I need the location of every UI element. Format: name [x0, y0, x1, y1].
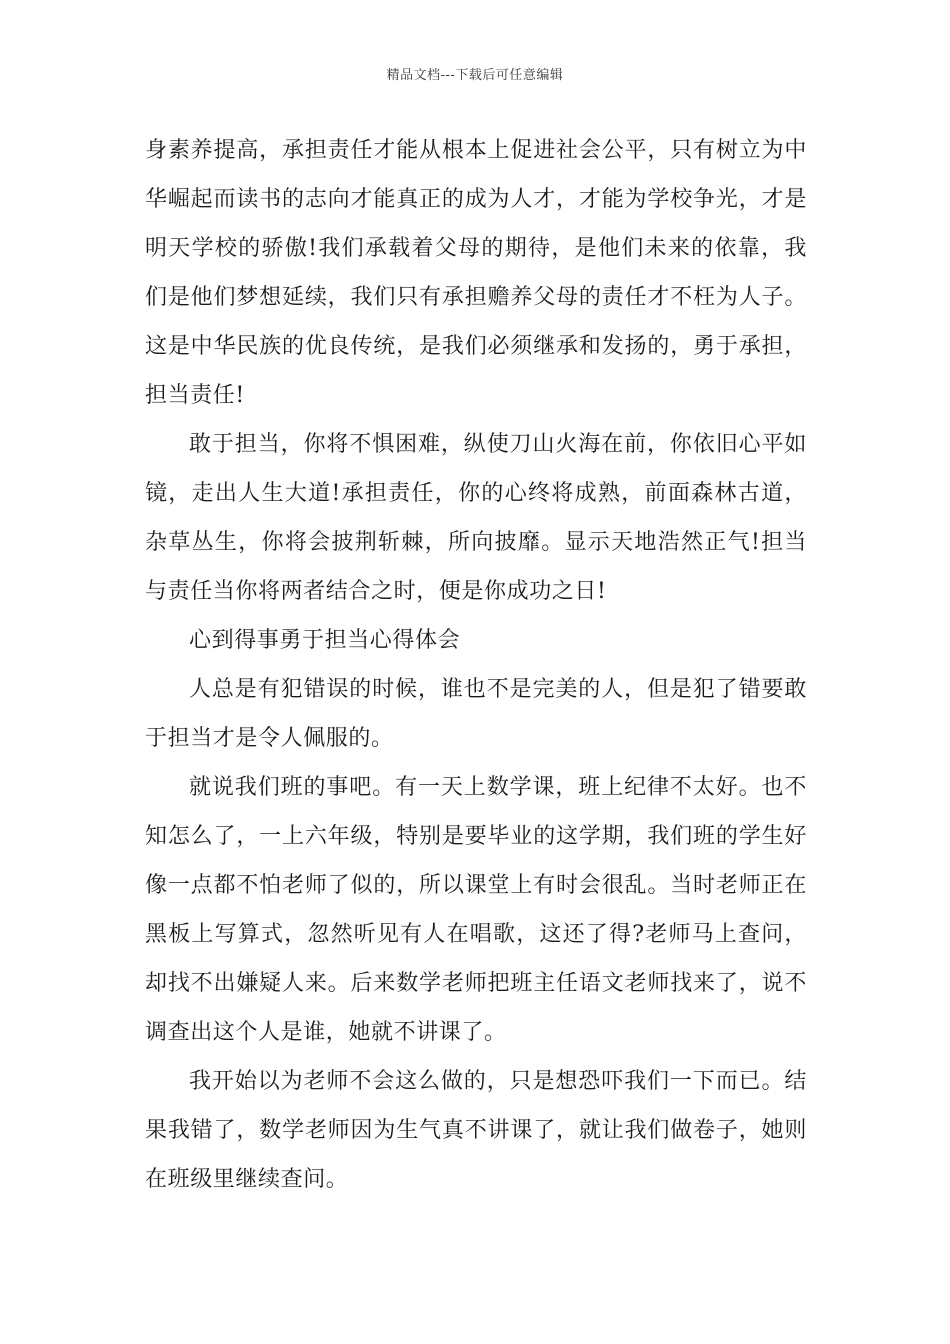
page-header: 精品文档---下载后可任意编辑	[386, 68, 564, 83]
paragraph-courage: 敢于担当，你将不惧困难，纵使刀山火海在前，你依旧心平如镜，走出人生大道!承担责任，你的心终将成熟，前面森林古道，杂草丛生，你将会披荆斩棘，所向披靡。显示天地浩然正气!担当与责任当你将两者结合之时，便是你成功之日!	[145, 432, 807, 604]
paragraph-result: 我开始以为老师不会这么做的，只是想恐吓我们一下而已。结果我错了，数学老师因为生气真不讲课了，就让我们做卷子，她则在班级里继续查问。	[145, 1069, 807, 1192]
section-heading: 心到得事勇于担当心得体会	[189, 628, 461, 653]
paragraph-continuation: 身素养提高，承担责任才能从根本上促进社会公平，只有树立为中华崛起而读书的志向才能真正的成为人才，才能为学校争光，才是明天学校的骄傲!我们承载着父母的期待，是他们未来的依靠，我们是他们梦想延续，我们只有承担赡养父母的责任才不枉为人子。这是中华民族的优良传统，是我们必须继承和发扬的，勇于承担，担当责任!	[145, 138, 807, 408]
paragraph-story: 就说我们班的事吧。有一天上数学课，班上纪律不太好。也不知怎么了，一上六年级，特别是要毕业的这学期，我们班的学生好像一点都不怕老师了似的，所以课堂上有时会很乱。当时老师正在黑板上写算式，忽然听见有人在唱歌，这还了得?老师马上查问，却找不出嫌疑人来。后来数学老师把班主任语文老师找来了，说不调查出这个人是谁，她就不讲课了。	[145, 775, 807, 1045]
paragraph-intro: 人总是有犯错误的时候，谁也不是完美的人，但是犯了错要敢于担当才是令人佩服的。	[145, 677, 807, 751]
document-body	[145, 126, 807, 1204]
